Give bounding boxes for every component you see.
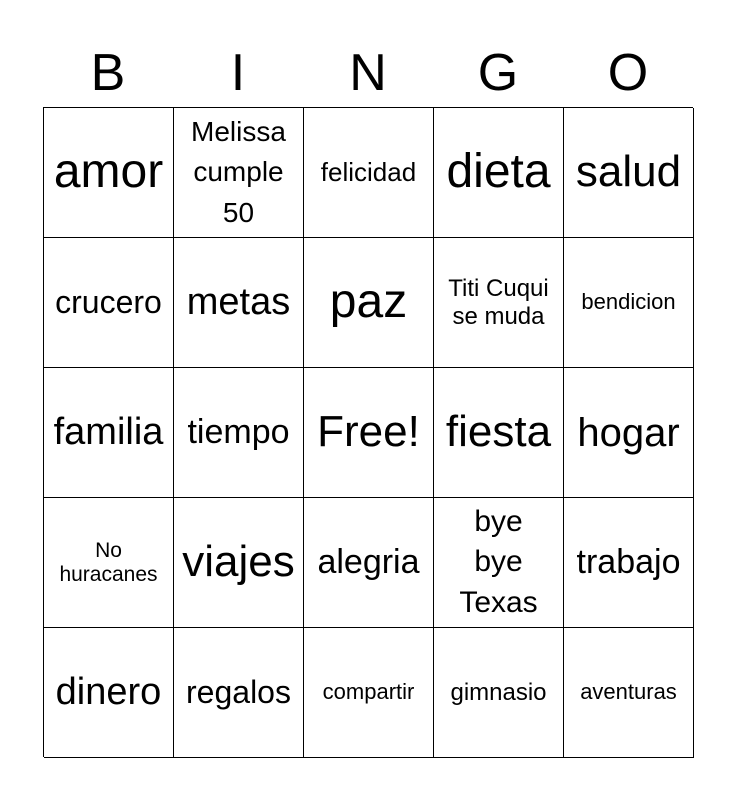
header-letter-b: B [90,44,126,102]
bingo-cell[interactable] [44,108,174,238]
bingo-cell[interactable] [434,628,564,758]
cell-text: metas [186,280,291,323]
cell-text: Melissa cumple 50 [191,115,286,228]
bingo-cell[interactable] [174,628,304,758]
cell-text: Free! [317,407,420,457]
bingo-cell[interactable] [434,108,564,238]
bingo-cell[interactable] [44,238,174,368]
bingo-cell[interactable] [304,238,434,368]
bingo-cell[interactable] [434,368,564,498]
header-letter-g: G [477,44,519,102]
cell-text: compartir [322,679,415,705]
bingo-cell[interactable] [564,108,694,238]
bingo-cell[interactable] [174,368,304,498]
bingo-cell[interactable] [564,628,694,758]
bingo-cell[interactable] [564,498,694,628]
cell-text: dinero [55,670,162,713]
cell-text: familia [53,410,164,453]
cell-text: fiesta [445,407,552,457]
cell-text: salud [575,147,682,197]
cell-text: No huracanes [59,539,158,586]
bingo-cell[interactable] [304,108,434,238]
cell-text: aventuras [580,679,677,705]
cell-text: dieta [446,145,551,199]
bingo-cell[interactable] [44,498,174,628]
cell-text: viajes [182,537,295,587]
bingo-cell[interactable] [434,498,564,628]
bingo-cell[interactable] [44,628,174,758]
cell-text: tiempo [187,412,290,451]
cell-text: hogar [577,410,680,455]
header-letter-i: I [230,44,246,102]
bingo-cell[interactable] [304,628,434,758]
bingo-header [43,40,693,106]
bingo-cell[interactable] [304,498,434,628]
free-space[interactable] [304,368,434,498]
header-letter-o: O [607,44,649,102]
cell-text: alegria [317,542,420,581]
bingo-cell[interactable] [564,238,694,368]
cell-text: bye bye Texas [459,504,538,619]
bingo-cell[interactable] [434,238,564,368]
cell-text: trabajo [576,542,681,581]
cell-text: paz [329,275,408,329]
bingo-cell[interactable] [174,238,304,368]
bingo-cell[interactable] [44,368,174,498]
header-letter-n: N [349,44,387,102]
bingo-cell[interactable] [174,498,304,628]
cell-text: felicidad [320,157,417,188]
bingo-grid [43,107,693,757]
cell-text: crucero [55,283,162,320]
cell-text: gimnasio [450,678,547,706]
cell-text: Titi Cuqui se muda [448,274,549,330]
bingo-cell[interactable] [174,108,304,238]
bingo-cell[interactable] [564,368,694,498]
cell-text: regalos [186,673,291,710]
cell-text: amor [53,145,164,199]
cell-text: bendicion [581,289,676,315]
